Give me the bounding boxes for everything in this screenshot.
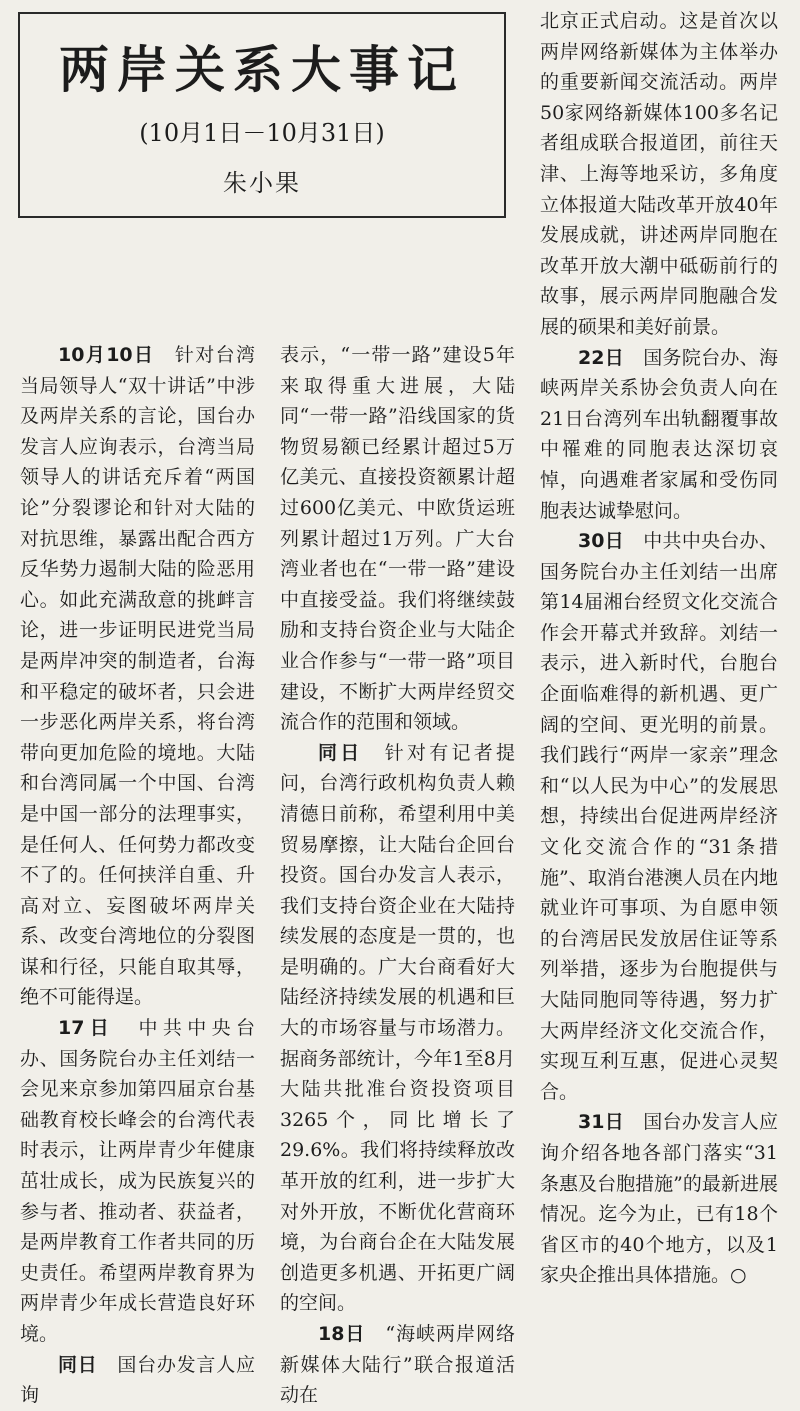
entry-date: 10月10日 — [58, 344, 155, 366]
entry-text: 中共中央台办、国务院台办主任刘结一出席第14届湘台经贸文化交流合作会开幕式并致辞。刘结一表示，进入新时代，台胞台企面临难得的新机遇、更广阔的空间、更光明的前景。我们践行“两岸一家亲”理念和“以人民为中心”的发展思想，持续出台促进两岸经济文化交流合作的“31条措施”、取消台港澳人员在内地就业许可事项、为自愿申领的台湾居民发放居住证等系列举措，逐步为台胞提供与大陆同胞同等待遇，努力扩大两岸经济文化交流合作，实现互利互惠，促进心灵契合。 — [540, 530, 778, 1103]
entry-date: 22日 — [578, 346, 624, 369]
entry-text: “海峡两岸网络新媒体大陆行”联合报道活动在 — [280, 1323, 515, 1407]
column-2 — [280, 340, 515, 1411]
entry-text: 国台办发言人应询介绍各地各部门落实“31条惠及台胞措施”的最新进展情况。迄今为止，已有18个省区市的40个地方，以及1家央企推出具体措施。○ — [540, 1111, 778, 1287]
entry-oct-18 — [280, 1319, 515, 1411]
entry-date: 17日 — [58, 1017, 115, 1040]
entry-text: 针对有记者提问，台湾行政机构负责人赖清德日前称，希望利用中美贸易摩擦，让大陆台企回台投资。国台办发言人表示，我们支持台资企业在大陆持续发展的态度是一贯的，也是明确的。广大台商看好大陆经济持续发展的机遇和巨大的市场容量与市场潜力。据商务部统计，今年1至8月大陆共批准台资投资项目3265个，同比增长了29.6%。我们将持续释放改革开放的红利，进一步扩大对外开放，不断优化营商环境，为台商台企在大陆发展创造更多机遇、开拓更广阔的空间。 — [280, 741, 515, 1315]
entry-oct-17 — [20, 1013, 255, 1350]
entry-text: 北京正式启动。这是首次以两岸网络新媒体为主体举办的重要新闻交流活动。两岸50家网络新媒体100多名记者组成联合报道团，前往天津、上海等地采访，多角度立体报道大陆改革开放40年发展成就，讲述两岸同胞在改革开放大潮中砥砺前行的故事，展示两岸同胞融合发展的硕果和美好前景。 — [540, 10, 778, 338]
entry-date: 31日 — [578, 1111, 624, 1134]
entry-text: 中共中央台办、国务院台办主任刘结一会见来京参加第四届京台基础教育校长峰会的台湾代表时表示，让两岸青少年健康茁壮成长，成为民族复兴的参与者、推动者、获益者，是两岸教育工作者共同的历史责任。希望两岸教育界为两岸青少年成长营造良好环境。 — [20, 1017, 255, 1345]
entry-text: 国务院台办、海峡两岸关系协会负责人向在21日台湾列车出轨翻覆事故中罹难的同胞表达深切哀悼，向遇难者家属和受伤同胞表达诚挚慰问。 — [540, 346, 778, 522]
date-range: (10月1日－10月31日) — [139, 119, 385, 147]
entry-text: 国台办发言人应询 — [20, 1353, 255, 1407]
entry-oct-17-b — [20, 1350, 255, 1411]
entry-date: 18日 — [318, 1323, 366, 1345]
entry-date: 同日 — [318, 741, 363, 764]
page-title: 两岸关系大事记 — [59, 41, 465, 99]
column-3 — [540, 6, 778, 1291]
column-1 — [20, 340, 255, 1411]
entry-oct-18-cont — [540, 6, 778, 343]
entry-text: 针对台湾当局领导人“双十讲话”中涉及两岸关系的言论，国台办发言人应询表示，台湾当局领导人的讲话充斥着“两国论”分裂谬论和针对大陆的对抗思维，暴露出配合西方反华势力遏制大陆的险恶用心。如此充满敌意的挑衅言论，进一步证明民进党当局是两岸冲突的制造者，台海和平稳定的破坏者，只会进一步恶化两岸关系，将台湾带向更加危险的境地。大陆和台湾同属一个中国、台湾是中国一部分的法理事实，是任何人、任何势力都改变不了的。任何挟洋自重、升高对立、妄图破坏两岸关系、改变台湾地位的分裂图谋和行径，只能自取其辱，绝不可能得逞。 — [20, 344, 255, 1009]
entry-oct-17-c — [280, 738, 515, 1319]
title-box — [18, 12, 506, 218]
author: 朱小果 — [223, 169, 301, 197]
entry-oct-17-b-cont — [280, 340, 515, 738]
entry-oct-30 — [540, 526, 778, 1107]
entry-date: 同日 — [58, 1353, 98, 1376]
entry-date: 30日 — [578, 530, 624, 553]
entry-oct-10 — [20, 340, 255, 1013]
entry-text: 表示，“一带一路”建设5年来取得重大进展，大陆同“一带一路”沿线国家的货物贸易额已经累计超过5万亿美元、直接投资额累计超过600亿美元、中欧货运班列累计超过1万列。广大台湾业者也在“一带一路”建设中直接受益。我们将继续鼓励和支持台资企业与大陆企业合作参与“一带一路”项目建设，不断扩大两岸经贸交流合作的范围和领域。 — [280, 344, 515, 734]
entry-oct-22 — [540, 343, 778, 527]
entry-oct-31 — [540, 1107, 778, 1291]
